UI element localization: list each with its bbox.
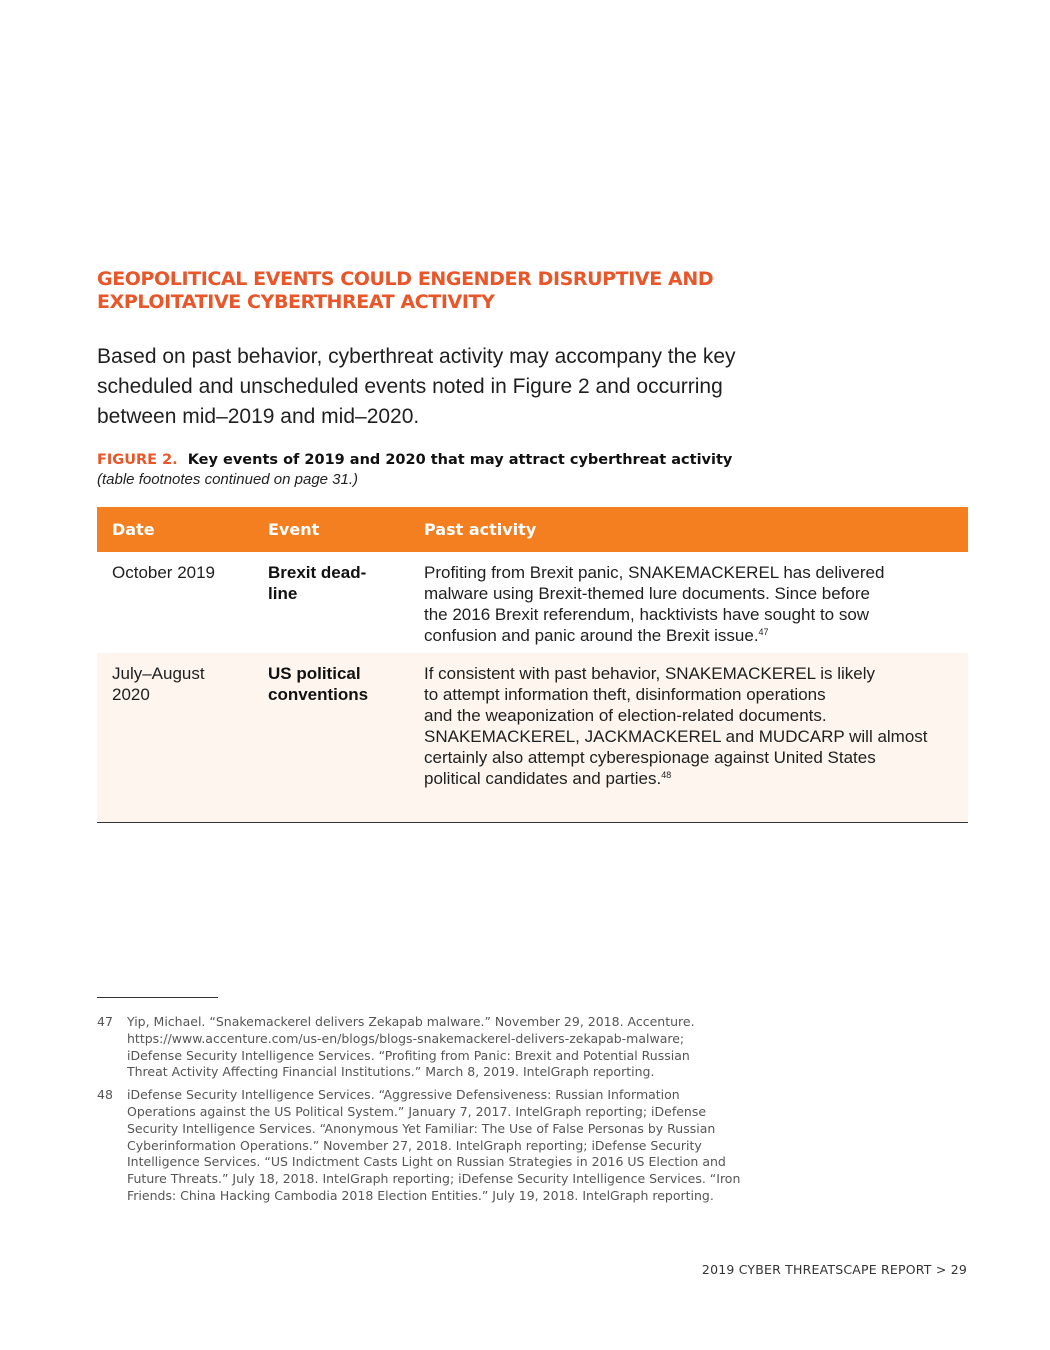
row-past-activity — [409, 653, 968, 822]
footnote-line: Friends: China Hacking Cambodia 2018 Election Entities.” July 19, 2018. IntelGraph reporting. — [127, 1187, 714, 1203]
footnote-link[interactable]: https://www.accenture.com/us-en/blogs/blogs-snakemackerel-delivers-zekapab-malware; — [127, 1030, 685, 1046]
footnote-divider — [97, 997, 218, 998]
header-past-activity: Past activity — [424, 520, 537, 539]
row-past-activity — [409, 552, 968, 653]
footnote-ref[interactable]: 47 — [758, 627, 769, 637]
footnote-line: Future Threats.” July 18, 2018. IntelGraph reporting; iDefense Security Intelligence Services. “Iron — [127, 1171, 741, 1187]
row-event-line: US political — [268, 664, 361, 683]
footnote-line: Threat Activity Affecting Financial Institutions.” March 8, 2019. IntelGraph reporting. — [127, 1064, 655, 1080]
row-date-line: 2020 — [112, 685, 150, 704]
figure-note: (table footnotes continued on page 31.) — [97, 471, 359, 488]
header-date: Date — [112, 520, 155, 539]
row-event — [253, 653, 409, 822]
report-title: 2019 CYBER THREATSCAPE REPORT — [701, 1262, 932, 1277]
footnote-47 — [97, 1014, 837, 1081]
footnote-text — [127, 1087, 740, 1205]
figure-caption — [97, 451, 957, 489]
row-date-line: July–August — [112, 664, 205, 683]
intro-line-3: between mid–2019 and mid–2020. — [97, 405, 420, 428]
footnote-line: Cyberinformation Operations.” November 27, 2018. IntelGraph reporting; iDefense Security — [127, 1137, 702, 1153]
footnote-line: Yip, Michael. “Snakemackerel delivers Zekapab malware.” November 29, 2018. Accenture. — [127, 1014, 695, 1029]
past-line: certainly also attempt cyberespionage against United States — [424, 748, 876, 767]
row-event-line: Brexit dead- — [268, 563, 367, 582]
footnotes — [97, 1014, 837, 1211]
past-line: to attempt information theft, disinformation operations — [424, 685, 826, 704]
footnote-line: iDefense Security Intelligence Services. “Profiting from Panic: Brexit and Potential Russian — [127, 1047, 690, 1063]
figure-label: FIGURE 2. — [97, 452, 178, 468]
figure-title: Key events of 2019 and 2020 that may attract cyberthreat activity — [187, 452, 733, 468]
row-date-line: October 2019 — [112, 563, 216, 582]
row-date — [97, 653, 253, 822]
footer-separator: > — [935, 1262, 947, 1277]
footnote-48 — [97, 1087, 837, 1205]
table-row — [97, 552, 968, 653]
intro-paragraph — [97, 342, 817, 432]
row-event-line: line — [268, 584, 298, 603]
footnote-text — [127, 1014, 695, 1081]
past-line-text: confusion and panic around the Brexit issue. — [424, 626, 759, 645]
footnote-line: Operations against the US Political System.” January 7, 2017. IntelGraph reporting; iDefense — [127, 1103, 707, 1119]
page-number: 29 — [950, 1262, 967, 1277]
row-event — [253, 552, 409, 653]
footnote-number: 47 — [97, 1014, 113, 1029]
footnote-ref[interactable]: 48 — [661, 770, 672, 780]
past-line: Profiting from Brexit panic, SNAKEMACKEREL has delivered — [424, 563, 885, 582]
past-line: and the weaponization of election-related documents. — [424, 706, 827, 725]
header-event: Event — [268, 520, 320, 539]
past-line-last — [424, 625, 943, 646]
past-line: SNAKEMACKEREL, JACKMACKEREL and MUDCARP will almost — [424, 727, 928, 746]
past-line-last — [424, 768, 943, 789]
footnote-number: 48 — [97, 1087, 113, 1103]
past-line-text: political candidates and parties. — [424, 769, 662, 788]
table-header — [97, 507, 968, 552]
section-heading — [97, 268, 857, 314]
intro-line-1: Based on past behavior, cyberthreat activity may accompany the key — [97, 345, 736, 368]
row-event-line: conventions — [268, 685, 369, 704]
past-line: malware using Brexit-themed lure documents. Since before — [424, 584, 870, 603]
section-heading-line-1: GEOPOLITICAL EVENTS COULD ENGENDER DISRUPTIVE AND — [97, 268, 714, 290]
past-line: If consistent with past behavior, SNAKEMACKEREL is likely — [424, 664, 875, 683]
table-row — [97, 653, 968, 822]
section-heading-line-2: EXPLOITATIVE CYBERTHREAT ACTIVITY — [97, 291, 495, 313]
footnote-line: Security Intelligence Services. “Anonymous Yet Familiar: The Use of False Personas by Russian — [127, 1120, 716, 1136]
past-line: the 2016 Brexit referendum, hacktivists have sought to sow — [424, 605, 870, 624]
events-table — [97, 507, 968, 823]
page-footer — [702, 1262, 967, 1277]
row-date — [97, 552, 253, 653]
intro-line-2: scheduled and unscheduled events noted in Figure 2 and occurring — [97, 375, 723, 398]
footnote-line: Intelligence Services. “US Indictment Casts Light on Russian Strategies in 2016 US Election and — [127, 1154, 726, 1170]
footnote-line: iDefense Security Intelligence Services. “Aggressive Defensiveness: Russian Information — [127, 1087, 680, 1103]
